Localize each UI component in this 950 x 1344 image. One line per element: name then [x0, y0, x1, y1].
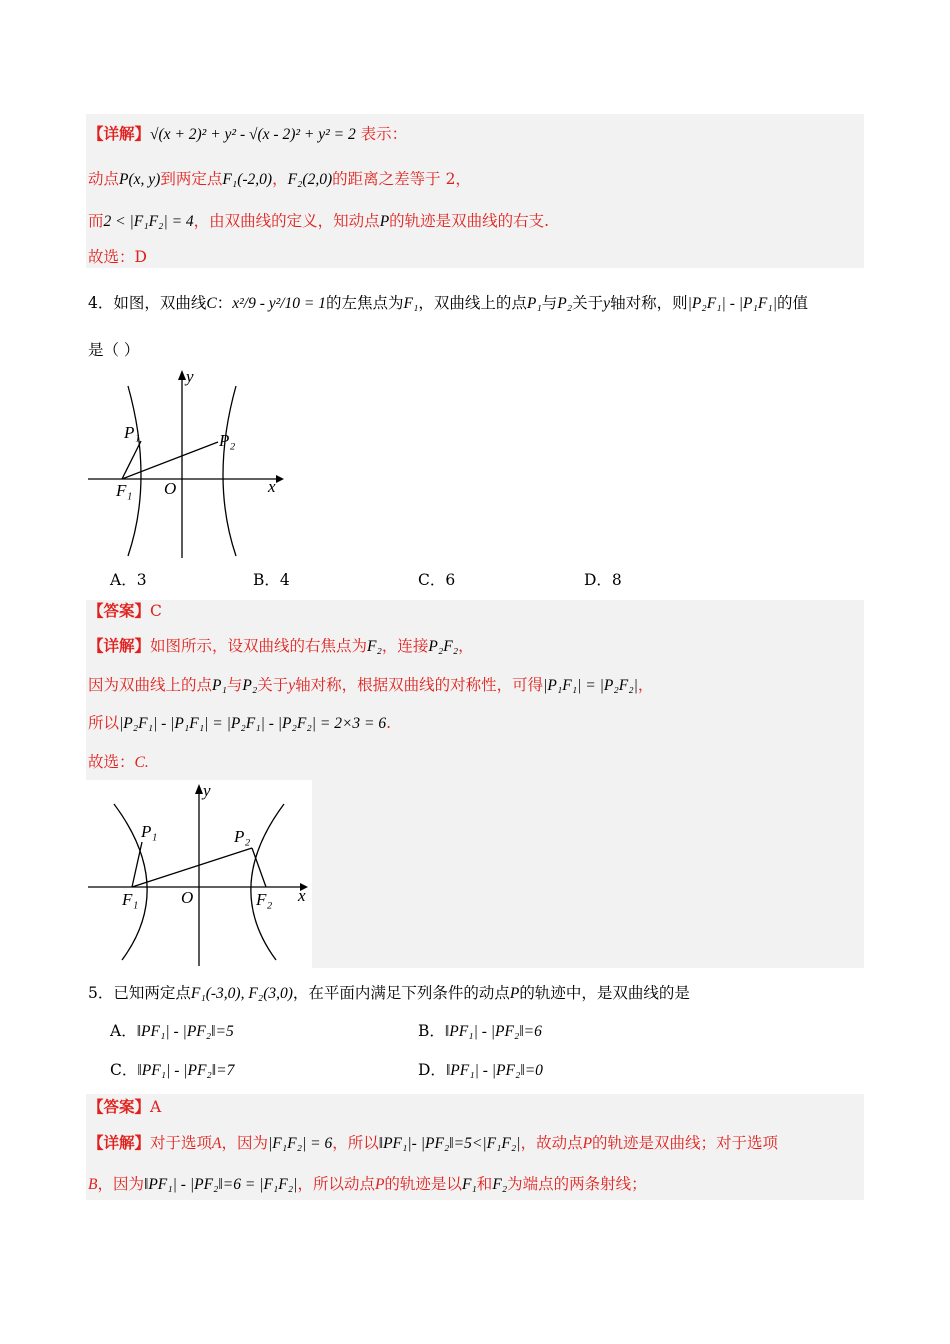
left-branch — [128, 386, 141, 556]
a5-line-1: 【详解】对于选项A，因为|F₁F₂| = 6，所以‖PF₁|- |PF₂‖=5<|F₁F₂|，故动点P的轨迹是双曲线；对于选项 — [88, 1133, 779, 1152]
label-f2: F₂ — [256, 890, 273, 909]
q4-line-2: 是（ ） — [88, 341, 140, 359]
s1-line-1: 【详解】√(x + 2)² + y² - √(x - 2)² + y² = 2 表示： — [88, 124, 408, 143]
q4-option-c[interactable]: C．6 — [418, 571, 456, 589]
q5-option-a[interactable]: A．‖PF₁| - |PF₂‖=5 — [110, 1022, 234, 1040]
a4-line-2: 因为双曲线上的点P₁与P₂关于y轴对称，根据双曲线的对称性，可得|P₁F₁| = |P₂F₂|， — [88, 676, 654, 694]
label-o: O — [181, 888, 194, 907]
label-y: y — [186, 367, 194, 386]
x-arrow — [276, 475, 284, 483]
y-arrow — [178, 370, 186, 380]
right-branch — [223, 386, 236, 556]
label-f1: F₁ — [122, 890, 139, 909]
a4-line-4: 故选：C. — [88, 753, 149, 771]
label-p2: P₂ — [219, 431, 236, 450]
q5-option-d[interactable]: D．‖PF₁| - |PF₂‖=0 — [418, 1061, 543, 1079]
q4-option-d[interactable]: D．8 — [584, 571, 622, 589]
label-x: x — [298, 886, 306, 905]
label-p1: P₁ — [124, 423, 141, 442]
seg-f1-p2 — [122, 442, 218, 479]
q5-option-b[interactable]: B．‖PF₁| - |PF₂‖=6 — [418, 1022, 542, 1040]
a4-line-3: 所以|P₂F₁| - |P₁F₁| = |P₂F₁| - |P₂F₂| = 2×3 = 6. — [88, 714, 392, 732]
q4-option-a[interactable]: A．3 — [110, 571, 147, 589]
q4-figure — [86, 366, 291, 561]
label-y: y — [203, 781, 211, 800]
s1-line-3: 而2 < |F₁F₂| = 4，由双曲线的定义，知动点P的轨迹是双曲线的右支. — [88, 212, 550, 230]
a5-answer: 【答案】A — [88, 1097, 162, 1116]
label-f1: F₁ — [116, 481, 133, 500]
s1-line-2: 动点P(x, y)到两定点F₁(-2,0)，F₂(2,0)的距离之差等于 2， — [88, 170, 471, 188]
q4-option-b[interactable]: B．4 — [253, 571, 290, 589]
a4-figure — [86, 780, 312, 968]
label-o: O — [164, 479, 177, 498]
q5-line-1: 5．已知两定点F₁(-3,0), F₂(3,0)，在平面内满足下列条件的动点P的轨迹中，是双曲线的是 — [88, 984, 690, 1002]
s1-line-4: 故选：D — [88, 248, 147, 266]
label-p1: P₁ — [141, 822, 158, 841]
a5-line-2: B，因为‖PF₁| - |PF₂‖=6 = |F₁F₂|，所以动点P的轨迹是以F₁和F₂为端点的两条射线； — [88, 1175, 647, 1193]
q5-option-c[interactable]: C．‖PF₁| - |PF₂‖=7 — [110, 1061, 235, 1079]
q4-line-1: 4．如图，双曲线C：x²/9 - y²/10 = 1的左焦点为F₁，双曲线上的点P₁与P₂关于y轴对称，则|P₂F₁| - |P₁F₁|的值 — [88, 294, 808, 312]
label-p2: P₂ — [234, 827, 251, 846]
a4-line-1: 【详解】如图所示，设双曲线的右焦点为F₂，连接P₂F₂， — [88, 636, 474, 655]
label-x: x — [268, 477, 276, 496]
a4-answer: 【答案】C — [88, 601, 162, 620]
